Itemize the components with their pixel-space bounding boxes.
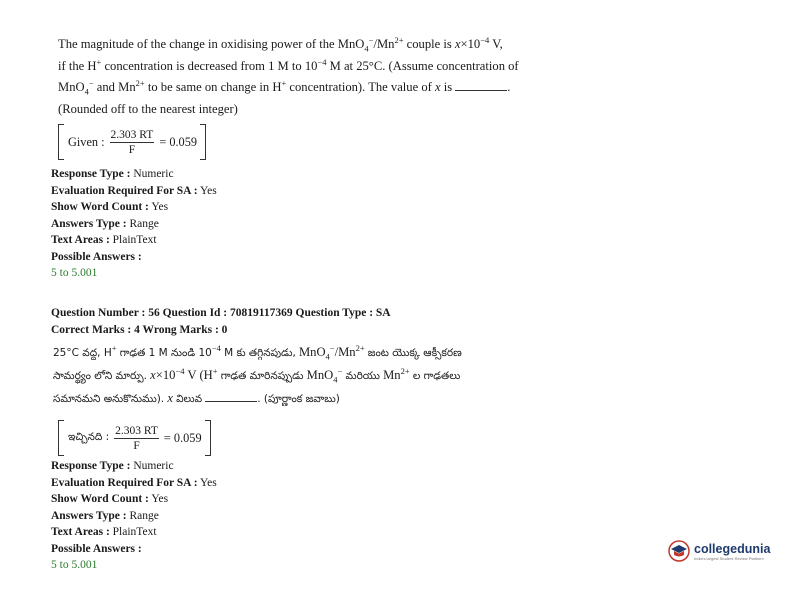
meta-value: Range xyxy=(129,217,159,230)
power-ten: 10 xyxy=(162,368,176,382)
q1-text: concentration is decreased from 1 M to 10 xyxy=(104,58,318,73)
chem-sub: 4 xyxy=(364,43,369,54)
meta-value: Yes xyxy=(151,201,169,213)
chem-mn: Mn xyxy=(376,37,395,51)
q2-text: జంట యొక్క ఆక్సీకరణ xyxy=(367,347,462,359)
fraction-numerator: 2.303 RT xyxy=(115,424,158,437)
meta-label: Evaluation Required For SA : xyxy=(51,184,198,197)
q2-text: V (H xyxy=(187,368,213,382)
given-label: Given : xyxy=(68,134,105,149)
chem-slash: / xyxy=(373,37,377,51)
q2-text: గాఢత మారినప్పుడు xyxy=(220,370,304,382)
chem-sub: 4 xyxy=(325,351,330,362)
meta-value: Numeric xyxy=(133,460,174,472)
fraction-denominator: F xyxy=(128,143,136,156)
chem-mn: Mn xyxy=(118,80,136,94)
meta-label: Text Areas : xyxy=(51,234,110,246)
q1-text: M at 25°C. (Assume concentration of xyxy=(329,58,519,73)
q2-text: . (పూర్ణాంక జవాబు) xyxy=(257,393,340,405)
q2-text: M కు తగ్గినపుడు, xyxy=(224,347,296,359)
meta-label: Possible Answers : xyxy=(51,542,142,555)
chem-sup: − xyxy=(368,34,374,45)
exponent: −4 xyxy=(317,56,327,67)
chem-sup: − xyxy=(337,365,343,376)
logo-tagline: India's largest Student Review Platform xyxy=(694,555,764,561)
meta-label: Response Type : xyxy=(51,168,131,180)
given-box-telugu xyxy=(58,420,211,456)
given-label: ఇచ్చినది : xyxy=(68,430,110,443)
q1-text: to be same on change in H xyxy=(147,80,282,94)
q1-line-2 xyxy=(58,56,588,78)
q1-text: if the H xyxy=(58,58,97,73)
answer-blank xyxy=(455,80,507,91)
q2-line-2 xyxy=(53,364,613,387)
q2-text: విలువ xyxy=(176,393,203,405)
bracket-right xyxy=(205,420,211,456)
chem-sup: + xyxy=(111,342,117,353)
q1-text: is xyxy=(443,80,453,94)
chem-mno4: MnO xyxy=(306,368,334,382)
meta-label: Evaluation Required For SA : xyxy=(51,476,198,489)
collegedunia-logo xyxy=(668,540,770,562)
meta-label: Text Areas : xyxy=(51,526,110,538)
exponent: −4 xyxy=(211,342,221,353)
q2-text: 25°C వద్ద, H xyxy=(53,347,112,359)
chem-mno4: MnO xyxy=(337,37,365,51)
possible-answers-value: 5 to 5.001 xyxy=(51,267,98,279)
meta-value: Range xyxy=(129,509,159,522)
chem-sup: − xyxy=(329,342,335,353)
q1-text: The magnitude of the change in oxidising power of the xyxy=(58,37,335,51)
meta-label: Show Word Count : xyxy=(51,493,149,505)
chem-sup: + xyxy=(212,365,218,376)
question-marks: Correct Marks : 4 Wrong Marks : 0 xyxy=(51,323,228,336)
q1-text: and xyxy=(96,80,115,94)
formula-mno4-mn xyxy=(337,34,404,54)
given-value: = 0.059 xyxy=(159,134,197,149)
question-header: Question Number : 56 Question Id : 70819117369 Question Type : SA xyxy=(51,307,391,319)
meta-value: Yes xyxy=(200,184,217,197)
meta-label: Show Word Count : xyxy=(51,201,149,213)
fraction xyxy=(114,425,159,452)
chem-sup: + xyxy=(96,56,102,67)
chem-sup: 2+ xyxy=(400,365,410,376)
variable-x: x xyxy=(434,80,441,94)
logo-name: collegedunia xyxy=(694,541,771,556)
meta-value: Numeric xyxy=(133,168,174,180)
formula-mno4-mn xyxy=(298,342,365,362)
power-ten: 10 xyxy=(467,37,481,51)
chem-slash: / xyxy=(334,345,339,359)
meta-label: Response Type : xyxy=(51,460,131,472)
chem-sub: 4 xyxy=(333,374,338,385)
chem-sup: + xyxy=(281,77,287,88)
q2-line-3 xyxy=(53,387,613,410)
chem-mno4: MnO xyxy=(298,345,326,359)
meta-value: PlainText xyxy=(112,234,157,246)
meta-value: PlainText xyxy=(112,526,157,538)
q1-text: concentration). The value of xyxy=(289,80,432,94)
given-box-english xyxy=(58,124,206,160)
times-sign: × xyxy=(460,37,468,51)
variable-x: x xyxy=(150,368,156,382)
q2-text: గాఢత 1 M నుండి 10 xyxy=(119,347,212,359)
meta-label: Answers Type : xyxy=(51,217,127,230)
chem-sub: 4 xyxy=(84,86,89,97)
meta-value: Yes xyxy=(200,476,217,489)
question-text-telugu xyxy=(53,341,613,410)
q1-text: V, xyxy=(492,37,503,51)
q1-line-1 xyxy=(58,34,588,56)
answer-blank xyxy=(205,391,257,402)
chem-mno4: MnO xyxy=(58,80,85,94)
chem-mn: Mn xyxy=(383,368,401,382)
fraction-denominator: F xyxy=(133,439,140,452)
chem-mn: Mn xyxy=(338,345,356,359)
question-meta-1 xyxy=(51,166,217,282)
times-sign: × xyxy=(155,368,163,382)
chem-sup: 2+ xyxy=(355,342,365,353)
bracket-right xyxy=(200,124,206,160)
fraction xyxy=(110,129,155,156)
variable-x: x xyxy=(454,37,461,51)
q2-text: ల గాఢతలు xyxy=(412,370,461,382)
exponent: −4 xyxy=(480,34,490,45)
question-header-2 xyxy=(51,305,391,338)
q2-text: మరియు xyxy=(345,370,380,382)
meta-value: Yes xyxy=(151,493,169,505)
graduation-cap-icon xyxy=(668,540,690,562)
meta-label: Answers Type : xyxy=(51,509,127,522)
q2-text: సమానమని అనుకొనుము). xyxy=(53,393,165,405)
meta-label: Possible Answers : xyxy=(51,250,142,263)
fraction-numerator: 2.303 RT xyxy=(110,128,154,141)
q1-text: couple is xyxy=(406,37,452,51)
q1-line-4: (Rounded off to the nearest integer) xyxy=(58,101,238,116)
question-text-english xyxy=(58,34,588,120)
chem-sup: − xyxy=(88,77,94,88)
chem-sup: 2+ xyxy=(135,77,145,88)
question-meta-2 xyxy=(51,458,217,574)
chem-sup: 2+ xyxy=(394,34,404,45)
q2-text: సామర్థ్యం లోని మార్పు. xyxy=(53,370,148,382)
exponent: −4 xyxy=(175,365,185,376)
q2-line-1 xyxy=(53,341,613,364)
q1-line-3: MnO$_4$− and $Mn^{2+}$ to be same on change in H+ concentration). The value of x is . xyxy=(58,77,511,97)
possible-answers-value: 5 to 5.001 xyxy=(51,559,98,571)
variable-x: x xyxy=(167,391,173,405)
given-value: = 0.059 xyxy=(163,430,202,445)
